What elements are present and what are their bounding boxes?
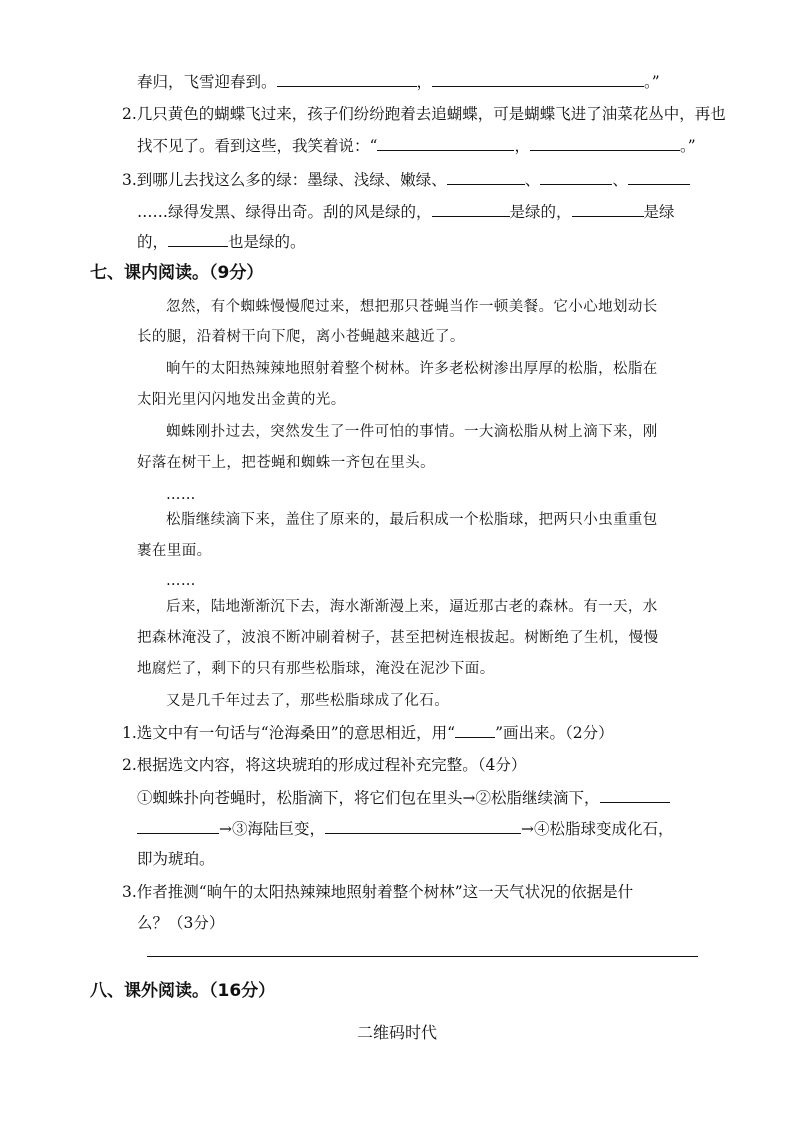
s7-q2: 2.根据选文内容，将这块琥珀的形成过程补充完整。（4分） <box>122 756 527 774</box>
passage-line: 蜘蛛刚扑过去，突然发生了一件可怕的事情。一大滴松脂从树上滴下来，刚 <box>166 424 658 440</box>
passage-line: 地腐烂了，剩下的只有那些松脂球，淹没在泥沙下面。 <box>137 661 495 677</box>
passage-line: 裹在里面。 <box>137 543 212 559</box>
q2-line-2: 找不见了。看到这些，我笑着说：“ ， 。” <box>137 134 696 157</box>
q1-line-2: 春归，飞雪迎春到。 ， 。” <box>137 70 660 93</box>
passage-line: 长的腿，沿着树干向下爬，离小苍蝇越来越近了。 <box>137 329 465 345</box>
passage-line: 忽然，有个蜘蛛慢慢爬过来，想把那只苍蝇当作一顿美餐。它小心地划动长 <box>166 299 658 315</box>
passage-line: 又是几千年过去了，那些松脂球成了化石。 <box>166 693 450 709</box>
s7-q3-line-2: 么？（3分） <box>137 914 225 932</box>
passage-line: 好落在树干上，把苍蝇和蜘蛛一齐包在里头。 <box>137 455 435 471</box>
passage-line: 太阳光里闪闪地发出金黄的光。 <box>137 392 346 408</box>
section-7-heading: 七、课内阅读。（9分） <box>90 263 264 283</box>
passage-line: 松脂继续滴下来，盖住了原来的，最后积成一个松脂球，把两只小虫重重包 <box>166 512 658 528</box>
s7-q3-line-1: 3.作者推测“晌午的太阳热辣辣地照射着整个树林”这一天气状况的依据是什 <box>122 883 634 901</box>
s7-q2-line-3: 即为琥珀。 <box>137 850 215 868</box>
answer-blank[interactable] <box>600 786 670 803</box>
answer-blank[interactable] <box>325 817 521 834</box>
answer-blank[interactable] <box>530 134 680 151</box>
answer-blank[interactable] <box>377 134 514 151</box>
passage-line: 把森林淹没了，波浪不断冲刷着树子，甚至把树连根拔起。树断绝了生机，慢慢 <box>137 630 659 646</box>
s7-q2-line-2: →③海陆巨变， →④松脂球变成化石， <box>137 817 674 840</box>
answer-blank[interactable] <box>432 70 644 87</box>
answer-blank[interactable] <box>137 817 219 834</box>
passage-line: 晌午的太阳热辣辣地照射着整个树林。许多老松树渗出厚厚的松脂，松脂在 <box>166 361 658 377</box>
answer-blank[interactable] <box>628 168 690 185</box>
answer-blank[interactable] <box>572 200 644 217</box>
answer-line[interactable] <box>147 956 698 957</box>
underline-sample <box>455 721 495 738</box>
q2-line-1: 2.几只黄色的蝴蝶飞过来，孩子们纷纷跑着去追蝴蝶，可是蝴蝶飞进了油菜花丛中，再也 <box>122 105 726 123</box>
s7-q1: 1.选文中有一句话与“沧海桑田”的意思相近，用“ ”画出来。（2分） <box>122 721 614 744</box>
section-8-heading: 八、课外阅读。（16分） <box>90 981 276 1001</box>
answer-blank[interactable] <box>540 168 612 185</box>
s7-q2-line-1: ①蜘蛛扑向苍蝇时，松脂滴下，将它们包在里头→②松脂继续滴下， <box>137 786 670 809</box>
answer-blank[interactable] <box>277 70 417 87</box>
q1-text: 春归，飞雪迎春到。 <box>137 73 277 91</box>
ellipsis: …… <box>166 487 196 503</box>
q3-line-1: 3.到哪儿去找这么多的绿：墨绿、浅绿、嫩绿、 、 、 <box>122 168 690 191</box>
q3-line-2: ……绿得发黑、绿得出奇。刮的风是绿的， 是绿的， 是绿 <box>137 200 675 223</box>
answer-blank[interactable] <box>447 168 525 185</box>
ellipsis: …… <box>166 573 196 589</box>
answer-blank[interactable] <box>432 200 510 217</box>
passage-line: 后来，陆地渐渐沉下去，海水渐渐漫上来，逼近那古老的森林。有一天，水 <box>166 599 658 615</box>
q3-line-3: 的， 也是绿的。 <box>137 230 306 253</box>
article-title: 二维码时代 <box>356 1023 437 1042</box>
answer-blank[interactable] <box>168 230 228 247</box>
